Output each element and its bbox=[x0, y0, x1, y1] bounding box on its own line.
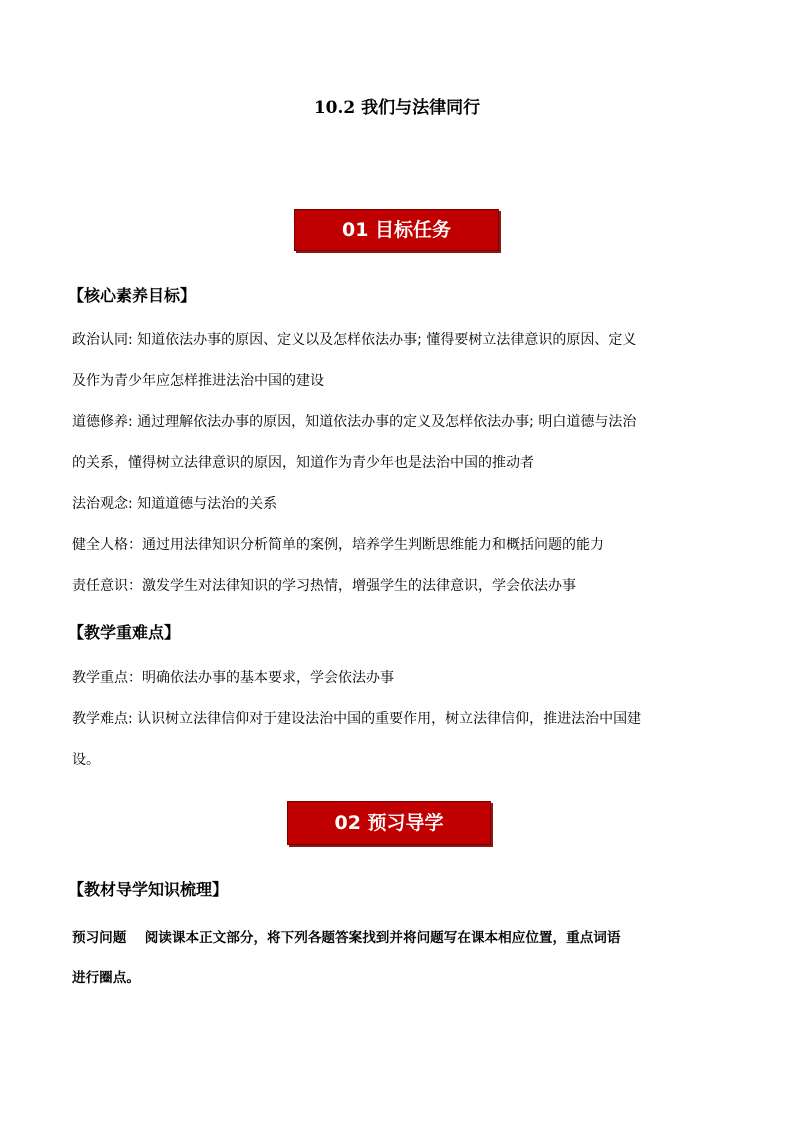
text-line: 预习问题 阅读课本正文部分，将下列各题答案找到并将问题写在课本相应位置，重点词语 bbox=[72, 930, 621, 946]
goal-rule-of-law bbox=[72, 484, 728, 525]
goal-political-identity bbox=[72, 320, 728, 402]
text-line: 教学重点：明确依法办事的基本要求，学会依法办事 bbox=[72, 670, 394, 686]
goal-responsibility bbox=[72, 566, 728, 607]
text-line: 进行圈点。 bbox=[72, 970, 140, 986]
text-line: 及作为青少年应怎样推进法治中国的建设 bbox=[72, 373, 324, 389]
heading-core-goals: 【核心素养目标】 bbox=[68, 286, 197, 305]
text-line: 道德修养: 通过理解依法办事的原因，知道依法办事的定义及怎样依法办事; 明白道德与法治 bbox=[72, 414, 637, 430]
text-line: 教学难点: 认识树立法律信仰对于建设法治中国的重要作用，树立法律信仰，推进法治中国建 bbox=[72, 711, 642, 727]
text-line: 法治观念: 知道道德与法治的关系 bbox=[72, 496, 278, 512]
goal-moral-cultivation bbox=[72, 402, 728, 484]
section-banner-preview-guide: 02 预习导学 bbox=[287, 801, 491, 845]
difficult-point bbox=[72, 699, 728, 781]
page-title: 10.2 我们与法律同行 bbox=[313, 98, 481, 118]
preview-question bbox=[72, 918, 728, 998]
text-line: 设。 bbox=[72, 752, 100, 768]
section-banner-target-tasks: 01 目标任务 bbox=[294, 209, 499, 251]
text-line: 的关系，懂得树立法律意识的原因，知道作为青少年也是法治中国的推动者 bbox=[72, 455, 534, 471]
goal-sound-personality bbox=[72, 525, 728, 566]
text-line: 责任意识：激发学生对法律知识的学习热情，增强学生的法律意识，学会依法办事 bbox=[72, 578, 576, 594]
heading-key-difficult: 【教学重难点】 bbox=[68, 623, 181, 642]
text-line: 政治认同: 知道依法办事的原因、定义以及怎样依法办事; 懂得要树立法律意识的原因、定义 bbox=[72, 332, 637, 348]
key-point bbox=[72, 658, 728, 699]
text-line: 健全人格：通过用法律知识分析简单的案例，培养学生判断思维能力和概括问题的能力 bbox=[72, 537, 604, 553]
heading-textbook-guide: 【教材导学知识梳理】 bbox=[68, 880, 229, 899]
